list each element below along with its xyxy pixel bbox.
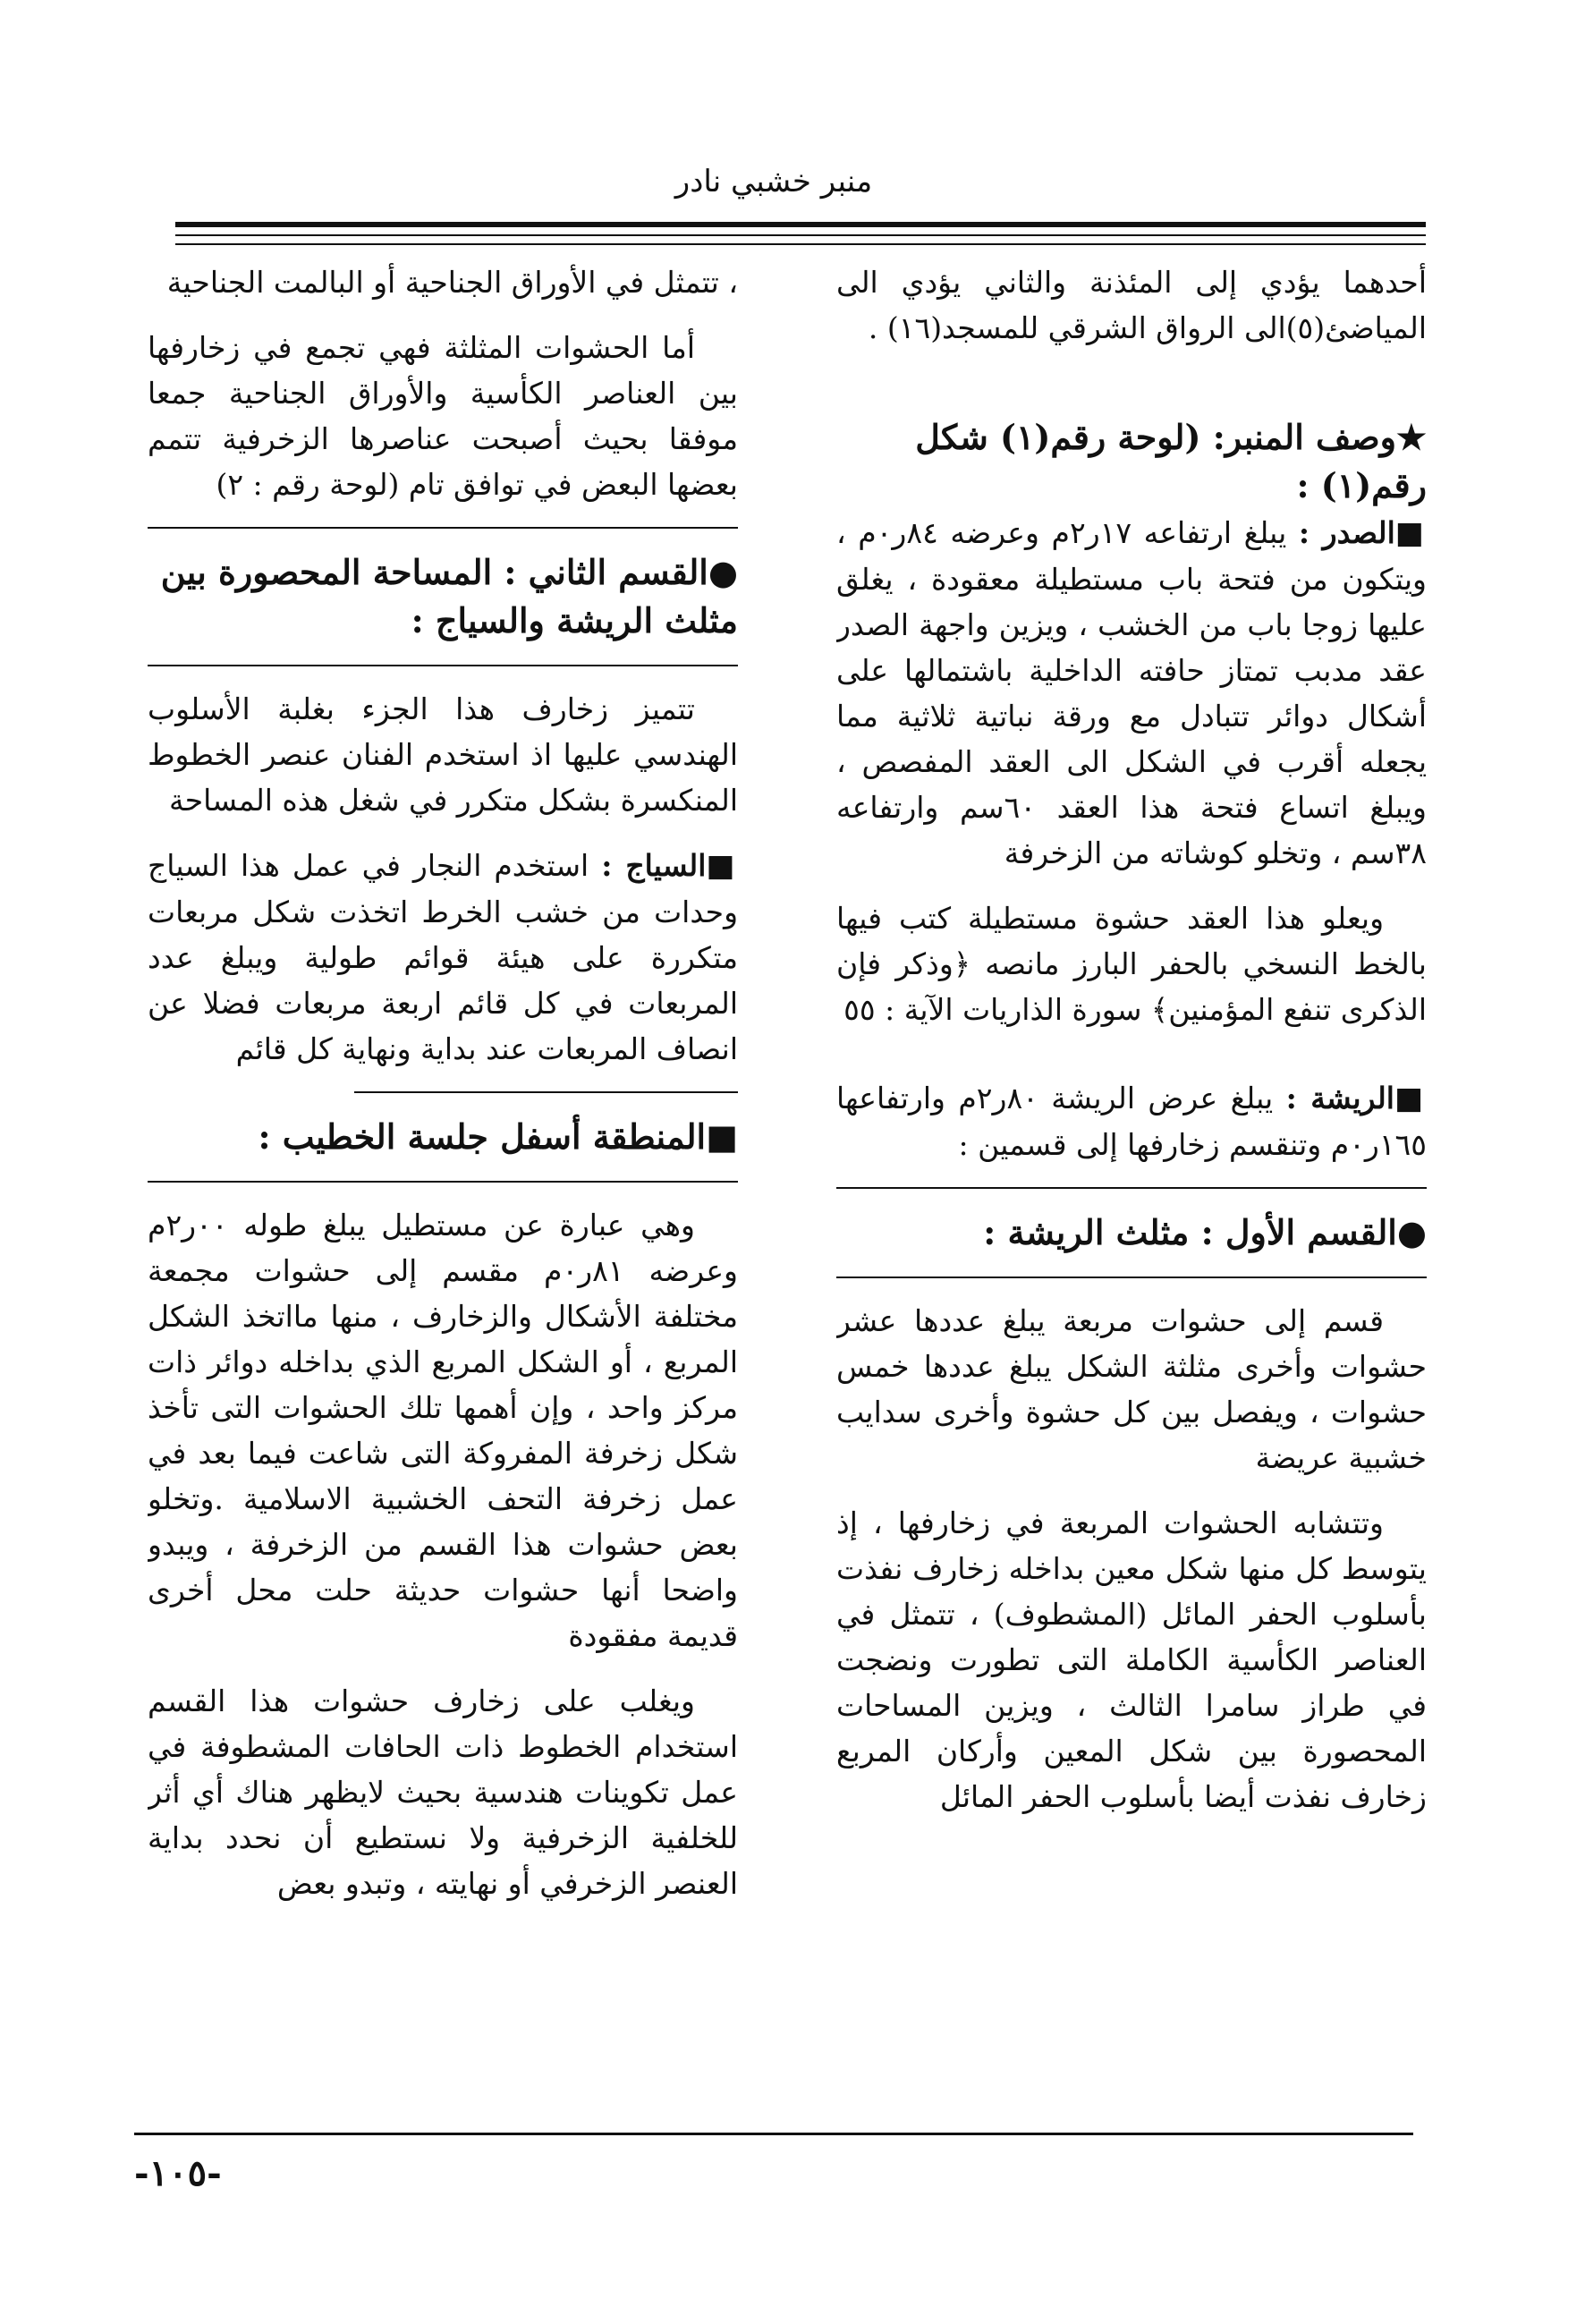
left-paragraph-continuation: ، تتمثل في الأوراق الجناحية أو البالمت الجناحية — [166, 265, 738, 300]
section-heading-minbar-description: ★وصف المنبر: (لوحة رقم(١) شكل رقم(١) : — [915, 417, 1427, 505]
spacer — [836, 1052, 1427, 1075]
header-rule-thick — [175, 222, 1426, 227]
section-heading-below-seat — [148, 1113, 738, 1161]
lead-term-sadr: الصدر : — [1298, 515, 1395, 550]
square-bullet-icon: ■ — [1394, 1081, 1427, 1116]
square-bullet-icon: ■ — [1394, 515, 1427, 551]
right-paragraph-inscription: ويعلو هذا العقد حشوة مستطيلة كتب فيها بالخط النسخي بالحفر البارز مانصه ﴿وذكر فإن الذكرى تنفع المؤمنين﴾ سورة الذاريات الآية : ٥٥ — [836, 901, 1427, 1027]
page-number: -١٠٥- — [134, 2152, 222, 2194]
section-divider — [148, 1181, 738, 1183]
left-paragraph-triangular-panels: أما الحشوات المثلثة فهي تجمع في زخارفها بين العناصر الكأسية والأوراق الجناحية جمعا موفقا بحيث أصبحت عناصرها الزخرفية تتمم بعضها البعض في توافق تام (لوحة رقم : ٢) — [148, 330, 738, 502]
paragraph-text: يبلغ ارتفاعه ١٧ر٢م وعرضه ٨٤ر٠م ، ويتكون من فتحة باب مستطيلة معقودة ، يغلق عليها زوجا باب من الخشب ، ويزين واجهة الصدر عقد مدبب تمتاز حافته الداخلية باشتمالها على أشكال دوائر تتبادل مع ورقة نباتية ثلاثية مما يجعله أقرب في الشكل الى العقد المفصص ، ويبلغ اتساع فتحة هذا العقد ٦٠سم وارتفاعه ٣٨سم ، وتخلو كوشاته من الزخرفة — [836, 515, 1427, 870]
left-paragraph-siyaj — [148, 843, 738, 1072]
square-bullet-icon: ■ — [706, 1116, 738, 1157]
left-paragraph-bevelled-lines: ويغلب على زخارف حشوات هذا القسم استخدام الخطوط ذات الحافات المشطوفة في عمل تكوينات هندسية بحيث لايظهر هناك أي أثر للخلفية الزخرفية ولا نستطيع أن نحدد بداية العنصر الزخرفي أو نهايته ، وتبدو بعض — [148, 1684, 738, 1901]
section-heading-part-two: ●القسم الثاني : المساحة المحصورة بين مثلث الريشة والسياج : — [160, 552, 738, 640]
section-divider — [148, 527, 738, 529]
heading-text: المنطقة أسفل جلسة الخطيب : — [258, 1116, 707, 1157]
spacer — [836, 370, 1427, 413]
right-column — [836, 259, 1427, 2111]
right-paragraph-sadr — [836, 510, 1427, 876]
left-paragraph-geometric-style: تتميز زخارف هذا الجزء بغلبة الأسلوب الهندسي عليها اذ استخدم الفنان عنصر الخطوط المنكسرة بشكل متكرر في شغل هذه المساحة — [148, 691, 738, 818]
right-paragraph-1: أحدهما يؤدي إلى المئذنة والثاني يؤدي الى المياضئ(٥)الى الرواق الشرقي للمسجد(١٦) . — [836, 265, 1427, 345]
right-paragraph-risha — [836, 1075, 1427, 1167]
section-heading-part-one: ●القسم الأول : مثلث الريشة : — [983, 1212, 1427, 1252]
square-bullet-icon: ■ — [706, 848, 738, 884]
section-divider — [354, 1091, 738, 1093]
running-title: منبر خشبي نادر — [674, 164, 873, 199]
lead-term-siyaj: السياج : — [601, 848, 707, 883]
header-rule-thin — [175, 234, 1426, 236]
paragraph-text: استخدم النجار في عمل هذا السياج وحدات من خشب الخرط اتخذت شكل مربعات متكررة على هيئة قوائم طولية ويبلغ عدد المربعات في كل قائم اربعة مربعات فضلا عن انصاف المربعات عند بداية ونهاية كل قائم — [148, 848, 738, 1066]
right-paragraph-panels: قسم إلى حشوات مربعة يبلغ عددها عشر حشوات وأخرى مثلثة الشكل يبلغ عددها خمس حشوات ، ويفصل بين كل حشوة وأخرى سدايب خشبية عريضة — [836, 1303, 1427, 1475]
lead-term-risha: الريشة : — [1285, 1081, 1394, 1115]
left-paragraph-rectangle: وهي عبارة عن مستطيل يبلغ طوله ٠٠ر٢م وعرضه ٨١ر٠م مقسم إلى حشوات مجمعة مختلفة الأشكال والزخارف ، منها مااتخذ الشكل المربع ، أو الشكل المربع الذي بداخله دوائر ذات مركز واحد ، وإن أهمها تلك الحشوات التى تأخذ شكل زخرفة المفروكة التى شاعت فيما بعد في عمل زخرفة التحف الخشبية الاسلامية .وتخلو بعض حشوات هذا القسم من الزخرفة ، ويبدو واضحا أنها حشوات حديثة حلت محل أخرى قديمة مفقودة — [148, 1208, 738, 1653]
section-divider — [836, 1277, 1427, 1278]
header-rule-thin-2 — [175, 243, 1426, 245]
right-paragraph-square-panels: وتتشابه الحشوات المربعة في زخارفها ، إذ يتوسط كل منها شكل معين بداخله زخارف نفذت بأسلوب الحفر المائل (المشطوف) ، تتمثل في العناصر الكأسية الكاملة التى تطورت ونضجت في طراز سامرا الثالث ، ويزين المساحات المحصورة بين شكل المعين وأركان المربع زخارف نفذت أيضا بأسلوب الحفر المائل — [836, 1506, 1427, 1814]
footer-rule — [134, 2133, 1413, 2135]
section-divider — [836, 1187, 1427, 1189]
left-column — [148, 259, 738, 2111]
paragraph-text: يبلغ عرض الريشة ٨٠ر٢م وارتفاعها ١٦٥ر٠م وتنقسم زخارفها إلى قسمين : — [836, 1081, 1427, 1162]
section-divider — [148, 665, 738, 666]
